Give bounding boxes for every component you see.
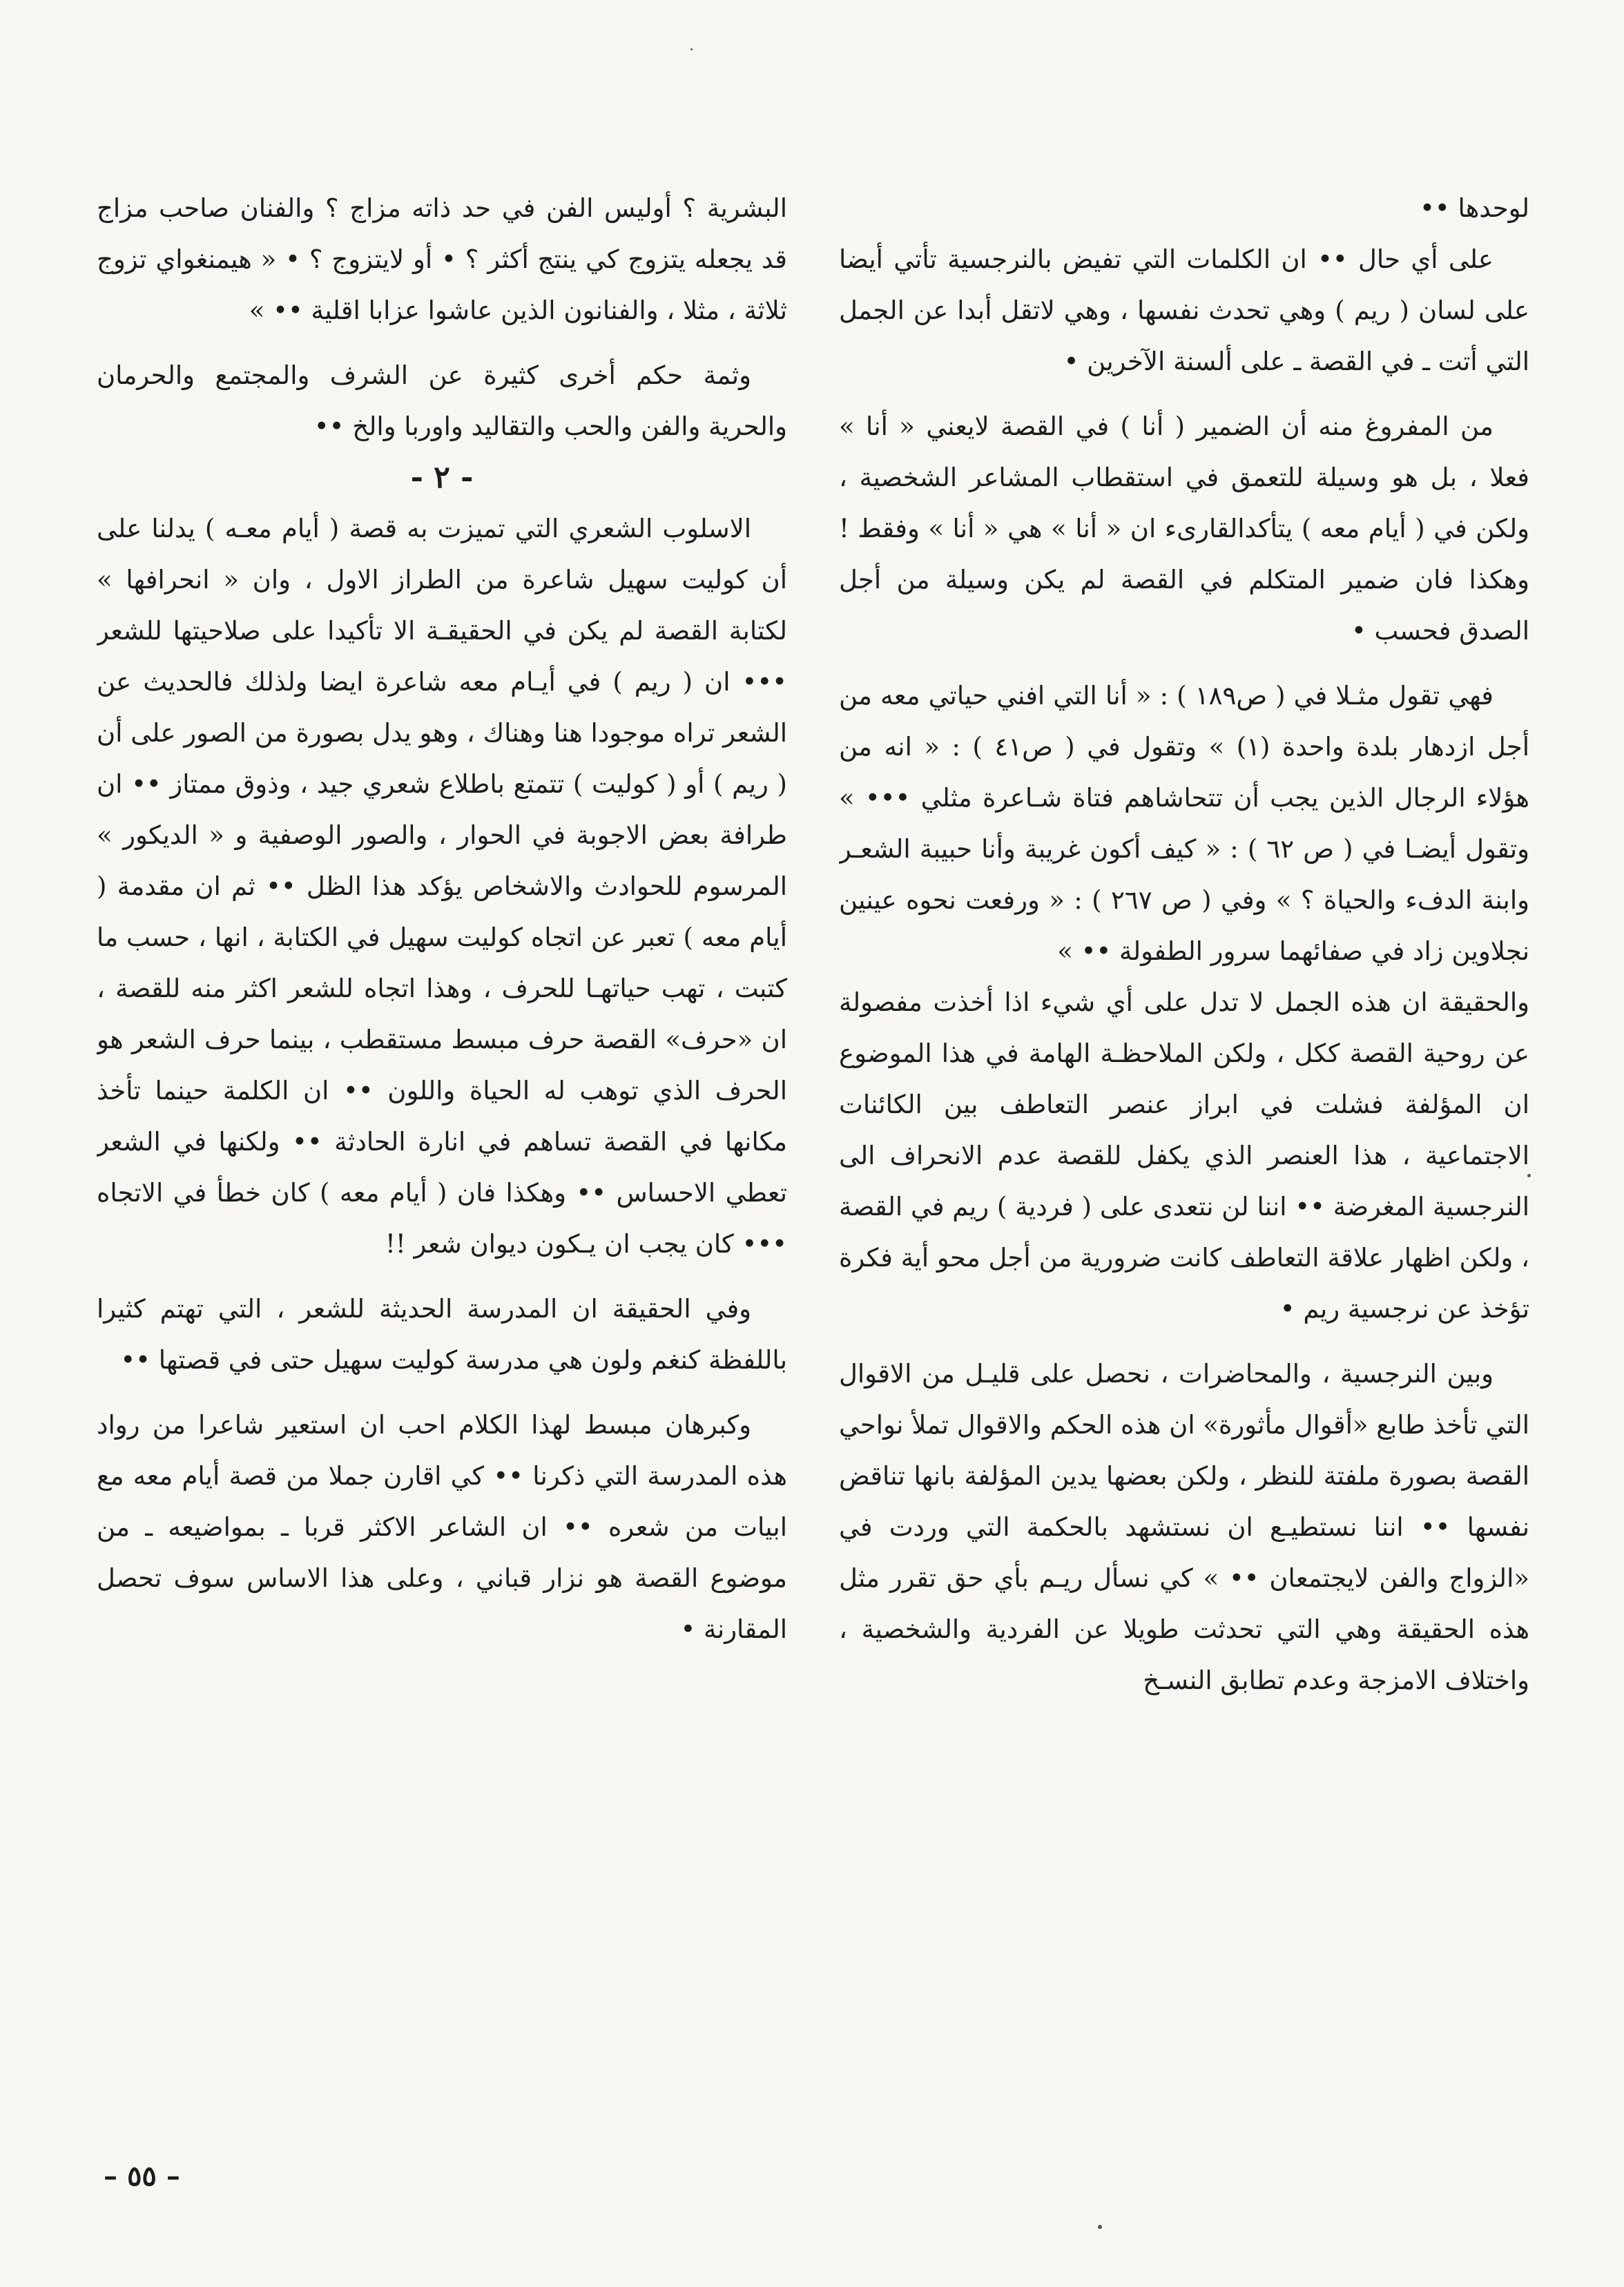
paragraph: من المفروغ منه أن الضمير ( أنا ) في القصة لايعني « أنا » فعلا ، بل هو وسيلة للتعمق في استقطاب المشاعر الشخصية ، ولكن في ( أيام معه ) يتأكدالقارىء ان « أنا » هي « أنا » وفقط ! وهكذا فان ضمير المتكلم في القصة لم يكن وسيلة من أجل الصدق فحسب • — [839, 412, 1529, 646]
paragraph: البشرية ؟ أوليس الفن في حد ذاته مزاج ؟ والفنان صاحب مزاج قد يجعله يتزوج كي ينتج أكثر ؟ • أو لايتزوج ؟ • « هيمنغواي تزوج ثلاثة ، مثلا ، والفنانون الذين عاشوا عزابا اقلية •• » — [97, 193, 787, 325]
section-number: - ٢ - — [410, 460, 474, 495]
paragraph: فهي تقول مثـلا في ( ص١٨٩ ) : « أنا التي افني حياتي معه من أجل ازدهار بلدة واحدة (١) » وتقول في ( ص٤١ ) : « انه من هؤلاء الرجال الذين يجب أن تتحاشاهم فتاة شـاعرة مثلي ••• » وتقول أيضـا في ( ص ٦٢ ) : « كيف أكون غريبة وأنا حبيبة الشعـر وابنة الدفء والحياة ؟ » وفي ( ص ٢٦٧ ) : « ورفعت نحوه عينين نجلاوين زاد في صفائهما سرور الطفولة •• » — [839, 681, 1529, 966]
paragraph: وثمة حكم أخرى كثيرة عن الشرف والمجتمع والحرمان والحرية والفن والحب والتقاليد واوربا والخ •• — [97, 360, 787, 441]
print-speck — [690, 48, 693, 50]
page-number: – ٥٥ – — [104, 2160, 180, 2192]
paragraph: الاسلوب الشعري التي تميزت به قصة ( أيام معـه ) يدلنا على أن كوليت سهيل شاعرة من الطراز الاول ، وان « انحرافها » لكتابة القصة لم يكن في الحقيقـة الا تأكيدا على صلاحيتها للشعر ••• ان ( ريم ) في أيـام معه شاعرة ايضا ولذلك فالحديث عن الشعر تراه موجودا هنا وهناك ، وهو يدل بصورة من الصور على أن ( ريم ) أو ( كوليت ) تتمتع باطلاع شعري جيد ، وذوق ممتاز •• ان طرافة بعض الاجوبة في الحوار ، والصور الوصفية و « الديكور » المرسوم للحوادث والاشخاص يؤكد هذا الظل •• ثم ان مقدمة ( أيام معه ) تعبر عن اتجاه كوليت سهيل في الكتابة ، انها ، حسب ما كتبت ، تهب حياتهـا للحرف ، وهذا اتجاه للشعر اكثر منه للقصة ، ان «حرف» القصة حرف مبسط مستقطب ، بينما حرف الشعر هو الحرف الذي توهب له الحياة واللون •• ان الكلمة حينما تأخذ مكانها في القصة تساهم في انارة الحادثة •• ولكنها في الشعر تعطي الاحساس •• وهكذا فان ( أيام معه ) كان خطأ في الاتجاه ••• كان يجب ان يـكون ديوان شعر !! — [97, 514, 787, 1259]
paragraph: لوحدها •• — [1420, 193, 1529, 223]
paragraph: والحقيقة ان هذه الجمل لا تدل على أي شيء اذا أخذت مفصولة عن روحية القصة ككل ، ولكن الملاحظـة الهامة في هذا الموضوع ان المؤلفة فشلت في ابراز عنصر التعاطف بين الكائنات الاجتماعية ، هذا العنصر الذي يكفل للقصة عدم الانحراف الى النرجسية المغرضة •• اننا لن نتعدى على ( فردية ) ريم في القصة ، ولكن اظهار علاقة التعاطف كانت ضرورية من أجل محو أية فكرة تؤخذ عن نرجسية ريم • — [839, 987, 1529, 1324]
print-speck — [1098, 2225, 1102, 2229]
left-column — [97, 183, 787, 2096]
print-speck — [1527, 1174, 1531, 1177]
paragraph: وبين النرجسية ، والمحاضرات ، نحصل على قليـل من الاقوال التي تأخذ طابع «أقوال مأثورة» ان هذه الحكم والاقوال تملأ نواحي القصة بصورة ملفتة للنظر ، ولكن بعضها يدين المؤلفة بانها تناقض نفسها •• اننا نستطيـع ان نستشهد بالحكمة التي وردت في «الزواج والفن لايجتمعان •• » كي نسأل ريـم بأي حق تقرر مثل هذه الحقيقة وهي التي تحدثت طويلا عن الفردية والشخصية ، واختلاف الامزجة وعدم تطابق النسـخ — [839, 1359, 1529, 1695]
right-column — [839, 183, 1529, 2096]
paragraph: وفي الحقيقة ان المدرسة الحديثة للشعر ، التي تهتم كثيرا باللفظة كنغم ولون هي مدرسة كوليت سهيل حتى في قصتها •• — [97, 1294, 787, 1375]
paragraph: على أي حال •• ان الكلمات التي تفيض بالنرجسية تأتي أيضا على لسان ( ريم ) وهي تحدث نفسها ، وهي لاتقل أبدا عن الجمل التي أتت ـ في القصة ـ على ألسنة الآخرين • — [839, 244, 1529, 376]
paragraph: وكبرهان مبسط لهذا الكلام احب ان استعير شاعرا من رواد هذه المدرسة التي ذكرنا •• كي اقارن جملا من قصة أيام معه مع ابيات من شعره •• ان الشاعر الاكثر قربا ـ بمواضيعه ـ من موضوع القصة هو نزار قباني ، وعلى هذا الاساس سوف تحصل المقارنة • — [97, 1410, 787, 1644]
